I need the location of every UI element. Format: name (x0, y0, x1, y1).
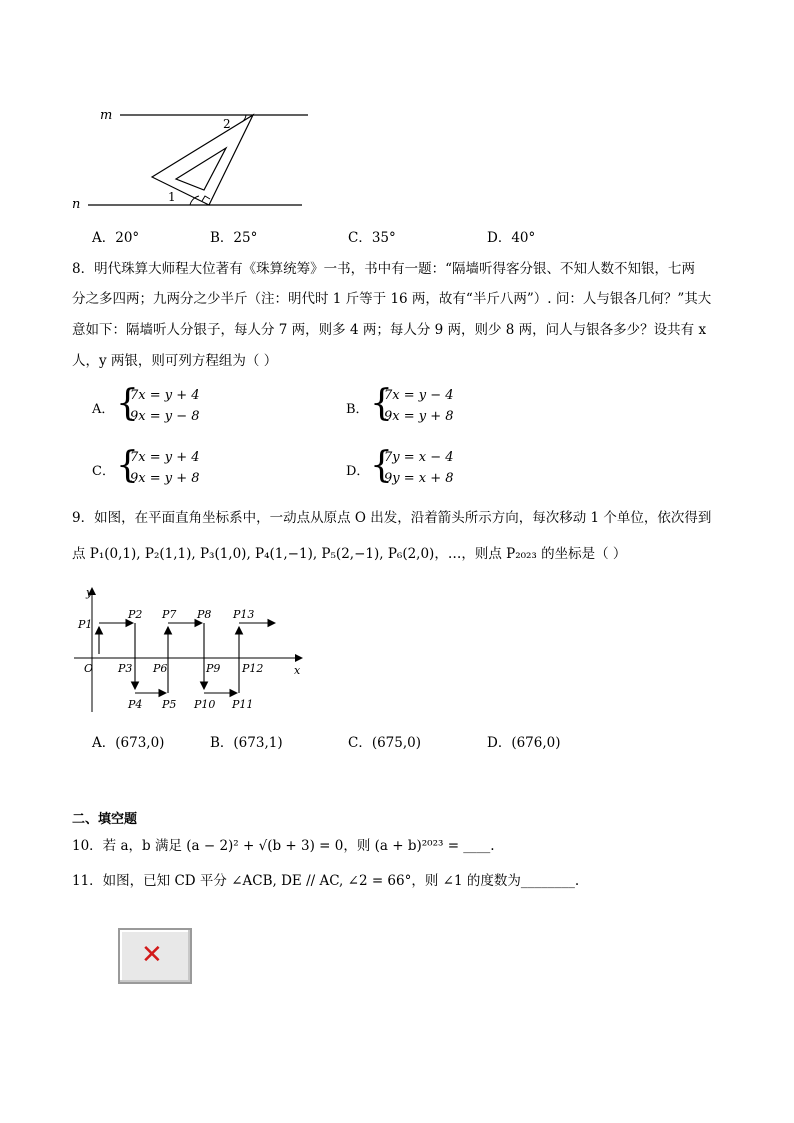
q11-text: 11．如图，已知 CD 平分 ∠ACB, DE // AC, ∠2 = 66°，则 ∠1 的度数为________. (72, 873, 580, 889)
point-label-p12: P12 (242, 662, 264, 675)
q8-option-b-label: B． (346, 402, 369, 417)
q7-option-a[interactable]: A．20° (92, 230, 140, 246)
q8-option-a[interactable] (92, 383, 232, 428)
q9-option-b[interactable]: B．(673,1) (210, 735, 283, 751)
point-label-p6: P6 (153, 662, 168, 675)
point-label-p5: P5 (162, 698, 177, 711)
label-angle-2: 2 (223, 117, 231, 131)
brace-icon: { (116, 445, 139, 486)
brace-icon: { (116, 383, 139, 424)
coordinate-path-figure (70, 582, 320, 717)
broken-image-placeholder (118, 928, 192, 984)
q8-option-c-eq1: 7x = y + 4 (130, 450, 200, 465)
q8-option-b-eq1: 7x = y − 4 (384, 388, 454, 403)
brace-icon: { (370, 383, 393, 424)
label-n: n (72, 197, 81, 212)
point-label-p2: P2 (128, 608, 143, 621)
q8-option-b-eq2: 9x = y + 8 (384, 409, 454, 424)
broken-image-x-icon: ✕ (141, 940, 163, 970)
origin-label: O (84, 662, 94, 675)
q8-option-d[interactable] (346, 445, 486, 490)
q8-option-a-eq2: 9x = y − 8 (130, 409, 200, 424)
q8-option-d-eq2: 9y = x + 8 (384, 471, 454, 486)
brace-icon: { (370, 445, 393, 486)
q8-option-d-eq1: 7y = x − 4 (384, 450, 454, 465)
q10-text: 10．若 a，b 满足 (a − 2)² + √(b + 3) = 0，则 (a + b)²⁰²³ = ____. (72, 838, 495, 854)
q8-text-line-3: 意如下：隔墙听人分银子，每人分 7 两，则多 4 两；每人分 9 两，则少 8 两，问人与银各多少？设共有 x (72, 322, 707, 338)
axis-label-x: x (294, 664, 301, 677)
angle-1-arc (190, 196, 199, 205)
label-m: m (100, 108, 113, 123)
parallel-lines-triangle-figure (70, 100, 320, 215)
q8-option-c-label: C． (92, 464, 115, 479)
q8-text-line-4: 人，y 两银，则可列方程组为（ ） (72, 353, 278, 369)
point-label-p1: P1 (78, 618, 93, 631)
q9-option-d[interactable]: D．(676,0) (487, 735, 561, 751)
q9-option-a[interactable]: A．(673,0) (92, 735, 165, 751)
q8-text-line-1: 8．明代珠算大师程大位著有《珠算统筹》一书，书中有一题：“隔墙听得客分银、不知人数不知银，七两 (72, 261, 695, 277)
q8-option-d-label: D． (346, 464, 370, 479)
point-label-p13: P13 (233, 608, 255, 621)
triangle-ruler-inner (176, 148, 226, 190)
q8-option-a-label: A． (92, 402, 115, 417)
q9-option-c[interactable]: C．(675,0) (348, 735, 422, 751)
point-label-p11: P11 (232, 698, 254, 711)
axis-label-y: y (86, 586, 93, 599)
point-label-p4: P4 (128, 698, 143, 711)
point-label-p7: P7 (162, 608, 177, 621)
point-label-p10: P10 (194, 698, 216, 711)
q8-option-c-eq2: 9x = y + 8 (130, 471, 200, 486)
q8-text-line-2: 分之多四两；九两分之少半斤（注：明代时 1 斤等于 16 两，故有“半斤八两”）. 问：人与银各几何？”其大 (72, 291, 712, 307)
q8-option-c[interactable] (92, 445, 232, 490)
right-angle-mark (202, 196, 210, 201)
q7-option-d[interactable]: D．40° (487, 230, 536, 246)
q9-text-line-1: 9．如图，在平面直角坐标系中，一动点从原点 O 出发，沿着箭头所示方向，每次移动 1 个单位，依次得到 (72, 510, 712, 526)
label-angle-1: 1 (168, 190, 176, 204)
q7-option-c[interactable]: C．35° (348, 230, 396, 246)
q7-option-b[interactable]: B．25° (210, 230, 258, 246)
point-label-p9: P9 (206, 662, 221, 675)
point-label-p3: P3 (118, 662, 133, 675)
q8-option-a-eq1: 7x = y + 4 (130, 388, 200, 403)
point-label-p8: P8 (197, 608, 212, 621)
section-heading: 二、填空题 (72, 812, 138, 827)
q8-option-b[interactable] (346, 383, 486, 428)
q9-text-line-2: 点 P₁(0,1), P₂(1,1), P₃(1,0), P₄(1,−1), P₅(2,−1), P₆(2,0)，…，则点 P₂₀₂₃ 的坐标是（ ） (72, 546, 627, 562)
